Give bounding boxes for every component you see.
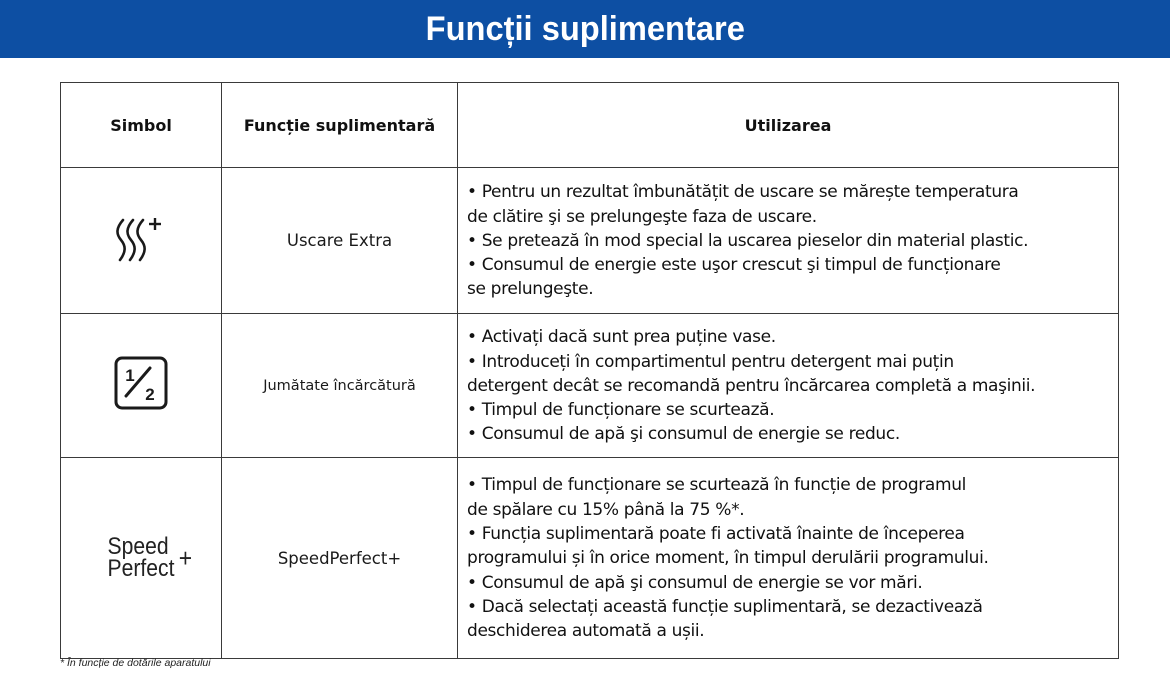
column-header-symbol: Simbol [61, 83, 222, 168]
usage-line: • Se pretează în mod special la uscarea pieselor din material plastic. [467, 230, 1029, 251]
usage-line: • Activați dacă sunt prea puține vase. [467, 327, 776, 348]
function-name: SpeedPerfect+ [222, 458, 458, 659]
usage-line: • Consumul de apă şi consumul de energie se reduc. [467, 424, 900, 445]
half-load-icon [112, 366, 170, 416]
usage-cell [458, 168, 1119, 314]
plus-icon: + [178, 542, 193, 573]
usage-line: deschiderea automată a ușii. [467, 621, 705, 642]
usage-cell [458, 458, 1119, 659]
table-row [61, 458, 1119, 659]
column-header-usage: Utilizarea [458, 83, 1119, 168]
usage-line: de spălare cu 15% până la 75 %*. [467, 499, 745, 520]
symbol-cell [61, 314, 222, 458]
table-row [61, 168, 1119, 314]
usage-line: de clătire şi se prelungeşte faza de uscare. [467, 206, 817, 227]
speed-label: Speed [107, 532, 169, 560]
features-table [60, 82, 1119, 659]
table-row [61, 314, 1119, 458]
extra-dry-icon [113, 249, 169, 266]
usage-line: • Timpul de funcționare se scurtează. [467, 400, 775, 421]
usage-line: • Timpul de funcționare se scurtează în funcție de programul [467, 475, 966, 496]
usage-line: se prelungeşte. [467, 279, 594, 300]
usage-line: detergent decât se recomandă pentru încărcarea completă a maşinii. [467, 375, 1036, 396]
usage-line: • Funcția suplimentară poate fi activată înainte de începerea [467, 524, 965, 545]
function-name: Uscare Extra [222, 168, 458, 314]
perfect-label: Perfect [107, 554, 175, 582]
page-title: Funcții suplimentare [425, 9, 745, 48]
column-header-function: Funcție suplimentară [222, 83, 458, 168]
title-bar [0, 0, 1170, 58]
function-name: Jumătate încărcătură [222, 314, 458, 458]
table-header-row [61, 83, 1119, 168]
usage-line: programului și în orice moment, în timpul derulării programului. [467, 548, 989, 569]
usage-line: • Introduceți în compartimentul pentru detergent mai puțin [467, 351, 954, 372]
speedperfect-plus-icon [107, 532, 193, 582]
half-denominator: 2 [145, 385, 155, 404]
usage-line: • Pentru un rezultat îmbunătățit de uscare se mărește temperatura [467, 182, 1019, 203]
usage-line: • Consumul de apă şi consumul de energie se vor mări. [467, 572, 923, 593]
usage-line: • Consumul de energie este uşor crescut şi timpul de funcționare [467, 255, 1001, 276]
footnote: * În funcție de dotările aparatului [60, 657, 211, 669]
usage-line: • Dacă selectați această funcție suplimentară, se dezactivează [467, 596, 983, 617]
symbol-cell [61, 168, 222, 314]
symbol-cell [61, 458, 222, 659]
usage-cell [458, 314, 1119, 458]
half-numerator: 1 [125, 366, 135, 385]
